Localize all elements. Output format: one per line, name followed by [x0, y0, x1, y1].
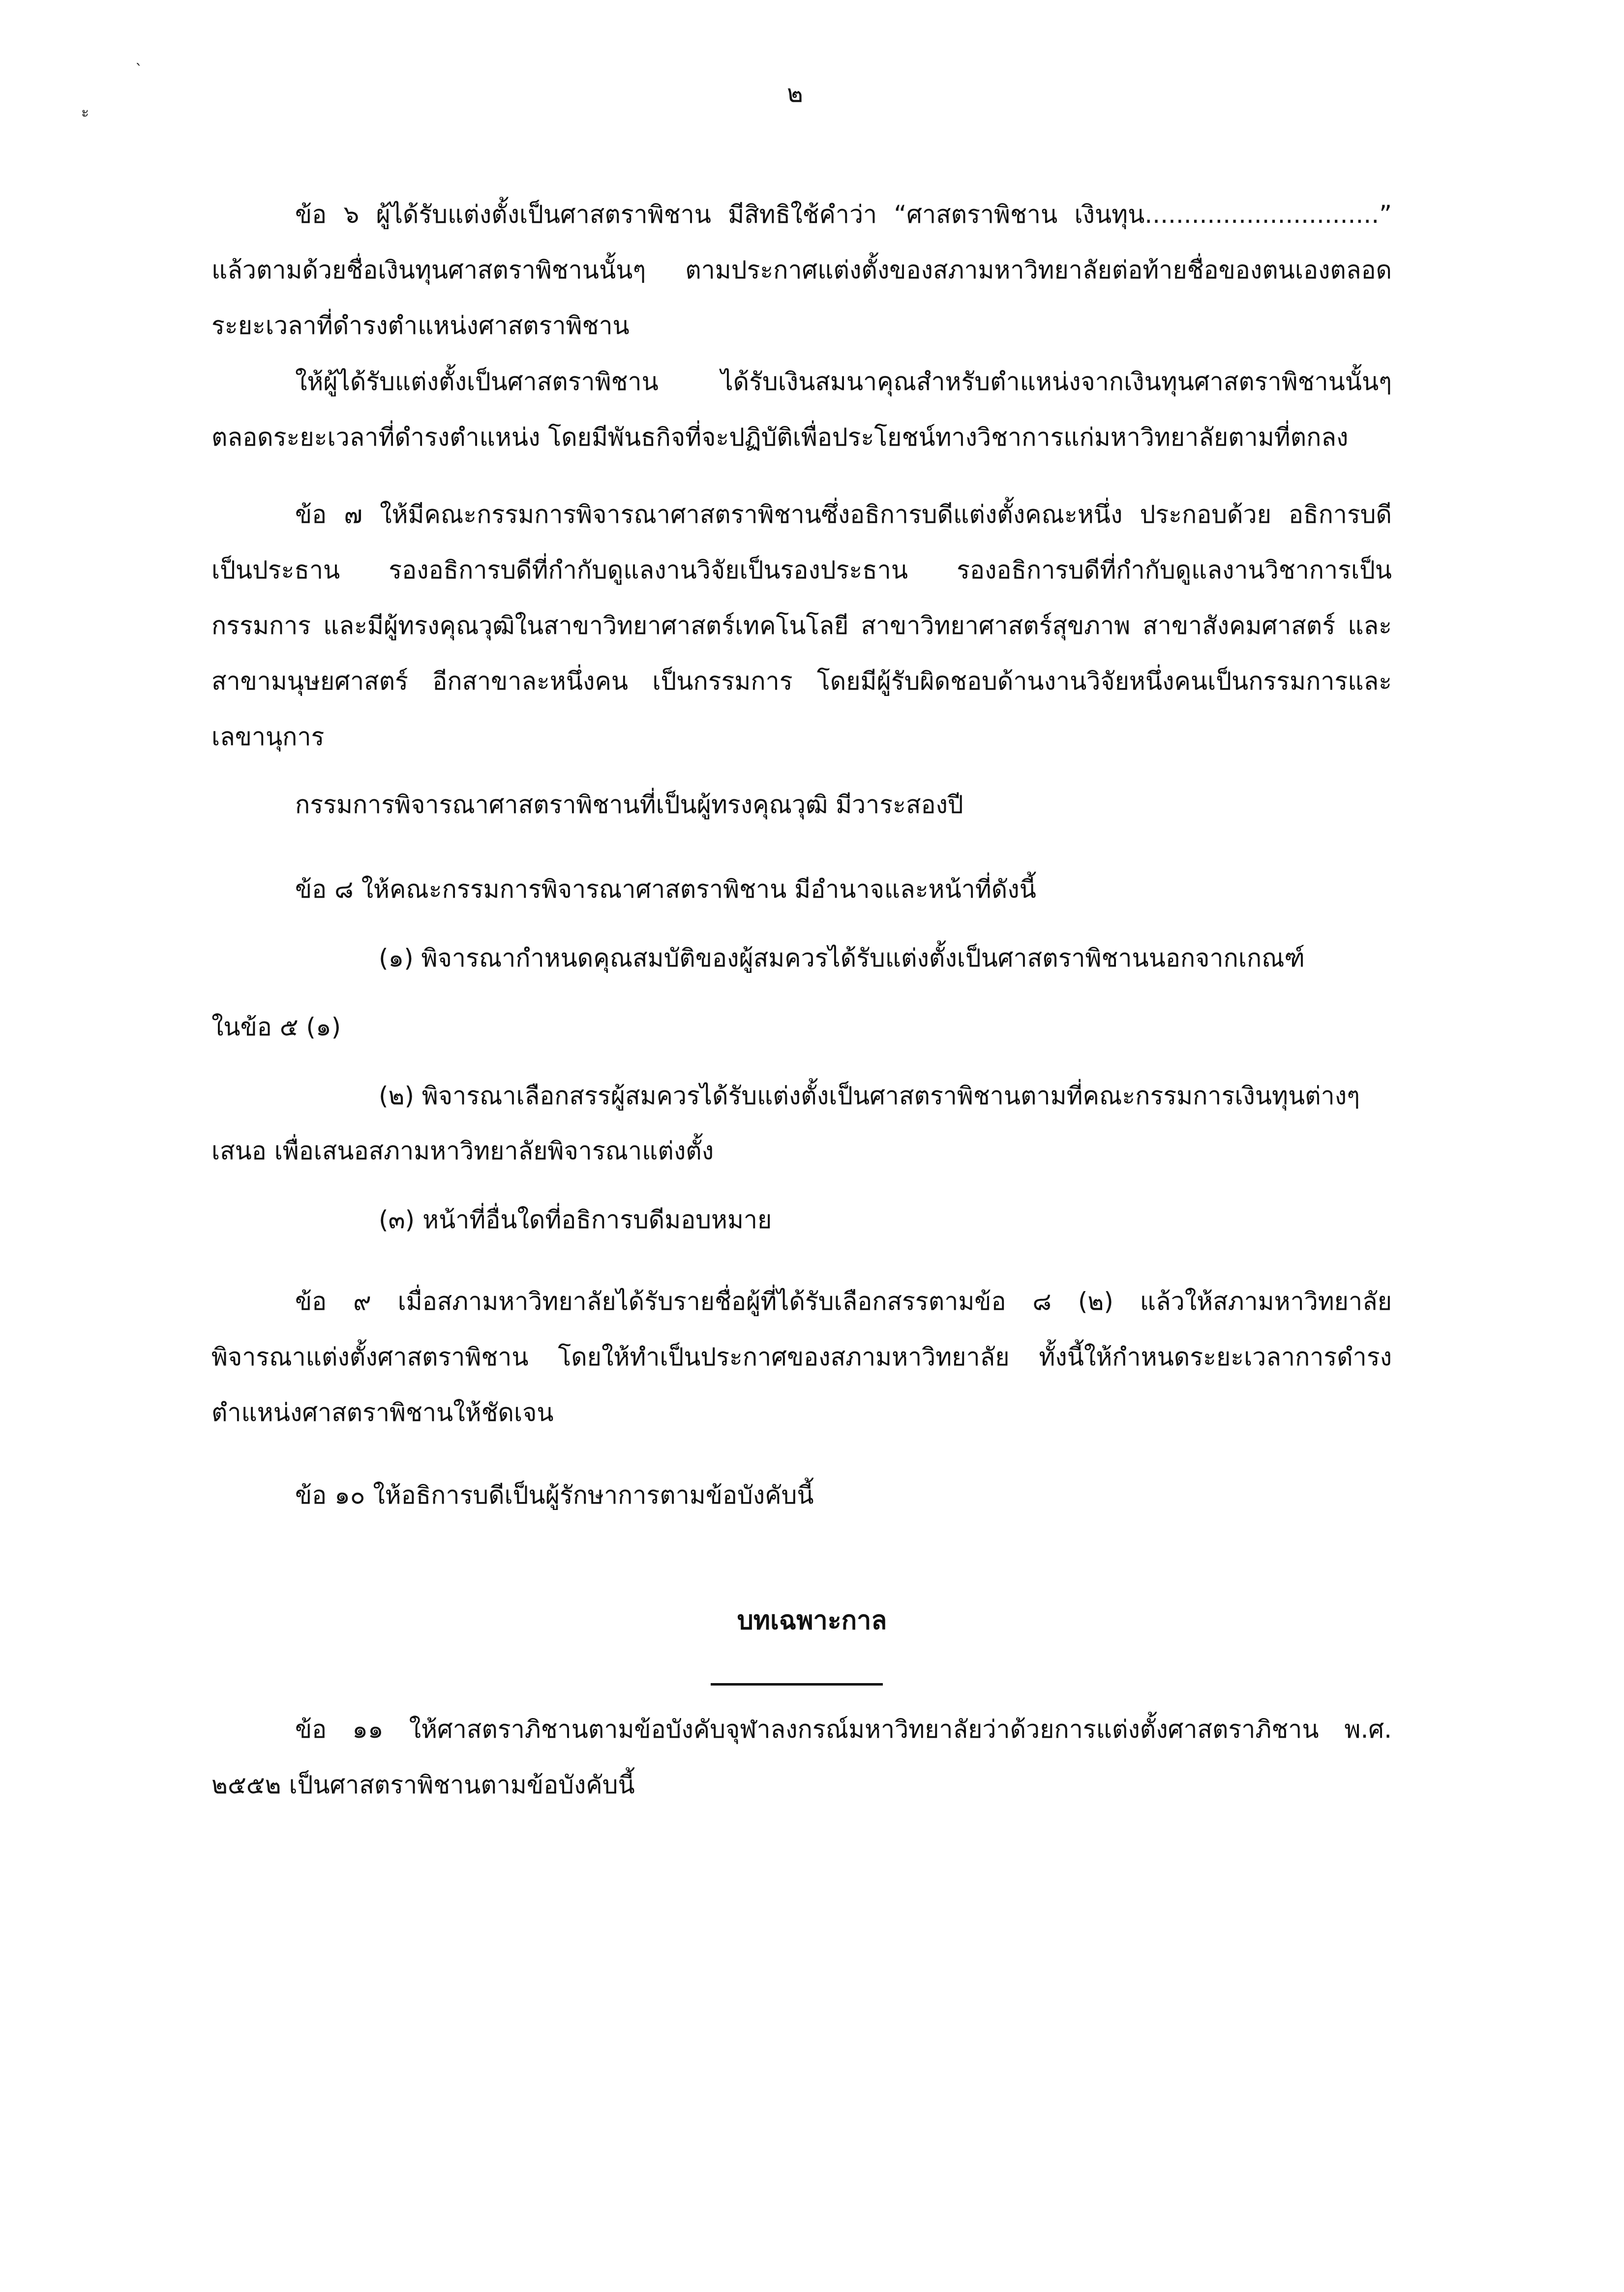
- clause-11-paragraph: ข้อ ๑๑ ให้ศาสตราภิชานตามข้อบังคับจุฬาลงกรณ์มหาวิทยาลัยว่าด้วยการแต่งตั้งศาสตราภิชาน พ.ศ. ๒๕๕๒ เป็นศาสตราพิชานตามข้อบังคับนี้: [211, 1715, 1392, 1799]
- clause-8-item-1: (๑) พิจารณากำหนดคุณสมบัติของผู้สมควรได้รับแต่งตั้งเป็นศาสตราพิชานนอกจากเกณฑ์: [379, 944, 1305, 972]
- scan-mark: `: [135, 61, 143, 79]
- clause-8-item-2-continuation: เสนอ เพื่อเสนอสภามหาวิทยาลัยพิจารณาแต่งตั้ง: [211, 1137, 714, 1165]
- clause-7-term-paragraph: กรรมการพิจารณาศาสตราพิชานที่เป็นผู้ทรงคุณวุฒิ มีวาระสองปี: [295, 790, 963, 819]
- clause-8-item-2: (๒) พิจารณาเลือกสรรผู้สมควรได้รับแต่งตั้งเป็นศาสตราพิชานตามที่คณะกรรมการเงินทุนต่างๆ: [379, 1082, 1360, 1110]
- heading-underline: [711, 1683, 883, 1686]
- scan-mark: ะ: [81, 104, 90, 121]
- transitional-provisions-heading: บทเฉพาะกาล: [737, 1606, 887, 1635]
- clause-10: ข้อ ๑๐ ให้อธิการบดีเป็นผู้รักษาการตามข้อบังคับนี้: [295, 1481, 814, 1509]
- clause-9-paragraph: ข้อ ๙ เมื่อสภามหาวิทยาลัยได้รับรายชื่อผู้ที่ได้รับเลือกสรรตามข้อ ๘ (๒) แล้วให้สภามหาวิทยาลัยพิจารณาแต่งตั้งศาสตราพิชาน โดยให้ทำเป็นประกาศของสภามหาวิทยาลัย ทั้งนี้ให้กำหนดระยะเวลาการดำรงตำแหน่งศาสตราพิชานให้ชัดเจน: [211, 1287, 1392, 1427]
- clause-7-paragraph: ข้อ ๗ ให้มีคณะกรรมการพิจารณาศาสตราพิชานซึ่งอธิการบดีแต่งตั้งคณะหนึ่ง ประกอบด้วย อธิการบดีเป็นประธาน รองอธิการบดีที่กำกับดูแลงานวิจัยเป็นรองประธาน รองอธิการบดีที่กำกับดูแลงานวิชาการเป็นกรรมการ และมีผู้ทรงคุณวุฒิในสาขาวิทยาศาสตร์เทคโนโลยี สาขาวิทยาศาสตร์สุขภาพ สาขาสังคมศาสตร์ และสาขามนุษยศาสตร์ อีกสาขาละหนึ่งคน เป็นกรรมการ โดยมีผู้รับผิดชอบด้านงานวิจัยหนึ่งคนเป็นกรรมการและเลขานุการ: [211, 500, 1392, 751]
- clause-6-paragraph: ข้อ ๖ ผู้ได้รับแต่งตั้งเป็นศาสตราพิชาน มีสิทธิใช้คำว่า “ศาสตราพิชาน เงินทุน..............................” แล้วตามด้วยชื่อเงินทุนศาสตราพิชานนั้นๆ ตามประกาศแต่งตั้งของสภามหาวิทยาลัยต่อท้ายชื่อของตนเองตลอดระยะเวลาที่ดำรงตำแหน่งศาสตราพิชาน: [211, 200, 1392, 340]
- clause-8-item-1-continuation: ในข้อ ๕ (๑): [211, 1013, 341, 1041]
- page-number: ๒: [787, 79, 803, 108]
- clause-8-intro: ข้อ ๘ ให้คณะกรรมการพิจารณาศาสตราพิชาน มีอำนาจและหน้าที่ดังนี้: [295, 875, 1036, 904]
- clause-6-remuneration-paragraph: ให้ผู้ได้รับแต่งตั้งเป็นศาสตราพิชาน ได้รับเงินสมนาคุณสำหรับตำแหน่งจากเงินทุนศาสตราพิชานนั้นๆ ตลอดระยะเวลาที่ดำรงตำแหน่ง โดยมีพันธกิจที่จะปฏิบัติเพื่อประโยชน์ทางวิชาการแก่มหาวิทยาลัยตามที่ตกลง: [211, 367, 1392, 452]
- clause-8-item-3: (๓) หน้าที่อื่นใดที่อธิการบดีมอบหมาย: [379, 1206, 772, 1234]
